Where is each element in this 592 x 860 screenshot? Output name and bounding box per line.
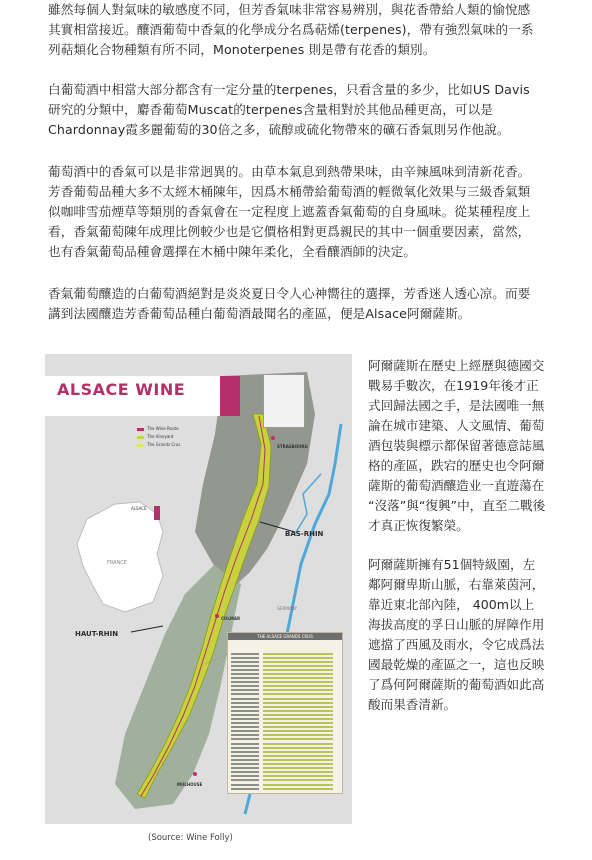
grands-crus-row <box>231 770 339 774</box>
grands-crus-row <box>231 643 339 647</box>
grands-crus-row <box>231 766 339 770</box>
grands-crus-row <box>231 663 339 667</box>
grands-crus-row <box>231 688 339 692</box>
grands-crus-row <box>231 758 339 762</box>
grands-crus-row <box>231 745 339 749</box>
label-haut-rhin: HAUT-RHIN <box>75 630 119 638</box>
grands-crus-table-title: THE ALSACE GRANDS CRUS <box>228 633 342 640</box>
label-france: FRANCE <box>107 560 127 566</box>
grands-crus-row <box>231 668 339 672</box>
grands-crus-row <box>231 778 339 782</box>
alsace-wine-map <box>45 354 352 824</box>
grands-crus-row <box>231 680 339 684</box>
map-title: ALSACE WINE <box>57 380 186 399</box>
grands-crus-row <box>231 704 339 708</box>
label-mulhouse: MULHOUSE <box>177 782 203 787</box>
france-outline <box>77 502 163 612</box>
label-colmar: COLMAR <box>221 616 241 621</box>
city-mulhouse-dot <box>193 772 197 776</box>
grands-crus-row <box>231 659 339 663</box>
grands-crus-row <box>231 762 339 766</box>
grands-crus-table <box>227 632 343 794</box>
grands-crus-row <box>231 651 339 655</box>
grands-crus-row <box>231 700 339 704</box>
label-bas-rhin: BAS-RHIN <box>285 530 324 538</box>
grands-crus-row <box>231 749 339 753</box>
legend-item-route: The Wine Route <box>137 426 179 431</box>
grands-crus-row <box>231 737 339 741</box>
grands-crus-row <box>231 655 339 659</box>
label-alsace: ALSACE <box>131 506 147 511</box>
city-colmar-dot <box>215 614 219 618</box>
grands-crus-row <box>231 672 339 676</box>
label-strasbourg: STRASBOURG <box>277 444 308 449</box>
city-strasbourg-dot <box>271 436 275 440</box>
map-inset <box>263 374 305 428</box>
grands-crus-row <box>231 725 339 729</box>
grands-crus-row <box>231 721 339 725</box>
grands-crus-row <box>231 741 339 745</box>
paragraph-white-wine-terpenes: 白葡萄酒中相當大部分都含有一定分量的terpenes，只看含量的多少，比如US Davis 研究的分類中，麝香葡萄Muscat的terpenes含量相對於其他品種更高，可以是 Chardonnay霞多麗葡萄的30倍之多，硫醇或硫化物帶來的礦石香氣則另作他說。 <box>48 82 530 137</box>
grands-crus-rows <box>231 643 339 790</box>
grands-crus-row <box>231 676 339 680</box>
alsace-marker <box>154 506 160 520</box>
grands-crus-row <box>231 684 339 688</box>
paragraph-alsace-intro: 香氣葡萄釀造的白葡萄酒絕對是炎炎夏日令人心神嚮往的選擇，芳香迷人透心凉。而要 講到法國釀造芳香葡萄品種白葡萄酒最聞名的產區，便是Alsace阿爾薩斯。 <box>48 286 531 321</box>
river-branch <box>295 474 321 534</box>
paragraph-terpenes: 雖然每個人對氣味的敏感度不同，但芳香氣味非常容易辨別，與花香帶給人類的愉悅感 其實相當接近。釀酒葡萄中香氣的化學成分名爲萜烯(terpenes)，帶有強烈氣味的一系 列萜類化合物種類有所不同，Monoterpenes 則是帶有花香的類別。 <box>48 2 534 57</box>
grands-crus-row <box>231 709 339 713</box>
grands-crus-row <box>231 754 339 758</box>
legend-item-grandscrus: The Grands Crus <box>137 442 180 447</box>
grands-crus-row <box>231 647 339 651</box>
grands-crus-row <box>231 717 339 721</box>
paragraph-alsace-grands-crus: 阿爾薩斯擁有51個特級園，左 鄰阿爾卑斯山脈，右靠萊茵河， 靠近東北部內陸， 400m以上 海拔高度的孚日山脈的屏障作用 遮擋了西風及雨水，令它成爲法 國最乾燥的產區之一，這也反映 了爲何阿爾薩斯的葡萄酒如此高 酸而果香清新。 <box>368 557 545 712</box>
grands-crus-row <box>231 692 339 696</box>
grands-crus-row <box>231 696 339 700</box>
map-caption: (Source: Wine Folly) <box>148 833 233 843</box>
grands-crus-row <box>231 774 339 778</box>
grands-crus-row <box>231 733 339 737</box>
grands-crus-row <box>231 729 339 733</box>
paragraph-aromas: 葡萄酒中的香氣可以是非常迥異的。由草本氣息到熱帶果味，由辛辣風味到清新花香。 芳香葡萄品種大多不太經木桶陳年，因爲木桶帶給葡萄酒的輕微氧化效果与三級香氣類 似咖啡雪茄煙草等類別的香氣會在一定程度上遮蓋香氣葡萄的自身風味。從某種程度上 看，香氣葡萄陳年成理比例較少也是它價格相對更爲親民的其中一個重要因素，當然， 也有香氣葡萄品種會選擇在木桶中陳年柔化，全看釀酒師的決定。 <box>48 164 531 259</box>
legend-item-vineyard: The Vineyard <box>137 434 173 439</box>
paragraph-alsace-history: 阿爾薩斯在歷史上經歷與德國交 戰易手數次，在1919年後才正 式回歸法國之手，是法國唯一無 論在城市建築、人文風情、葡萄 酒包裝與標示都保留著德意誌風 格的產區，跌宕的歷史也令阿爾 薩斯的葡萄酒釀造业一直遊蕩在 “沒落”與“復興”中，直至二戰後 才真正恢復繁榮。 <box>368 358 546 533</box>
label-germany: GERMANY <box>277 606 298 611</box>
map-banner-accent <box>220 376 240 416</box>
grands-crus-row <box>231 713 339 717</box>
